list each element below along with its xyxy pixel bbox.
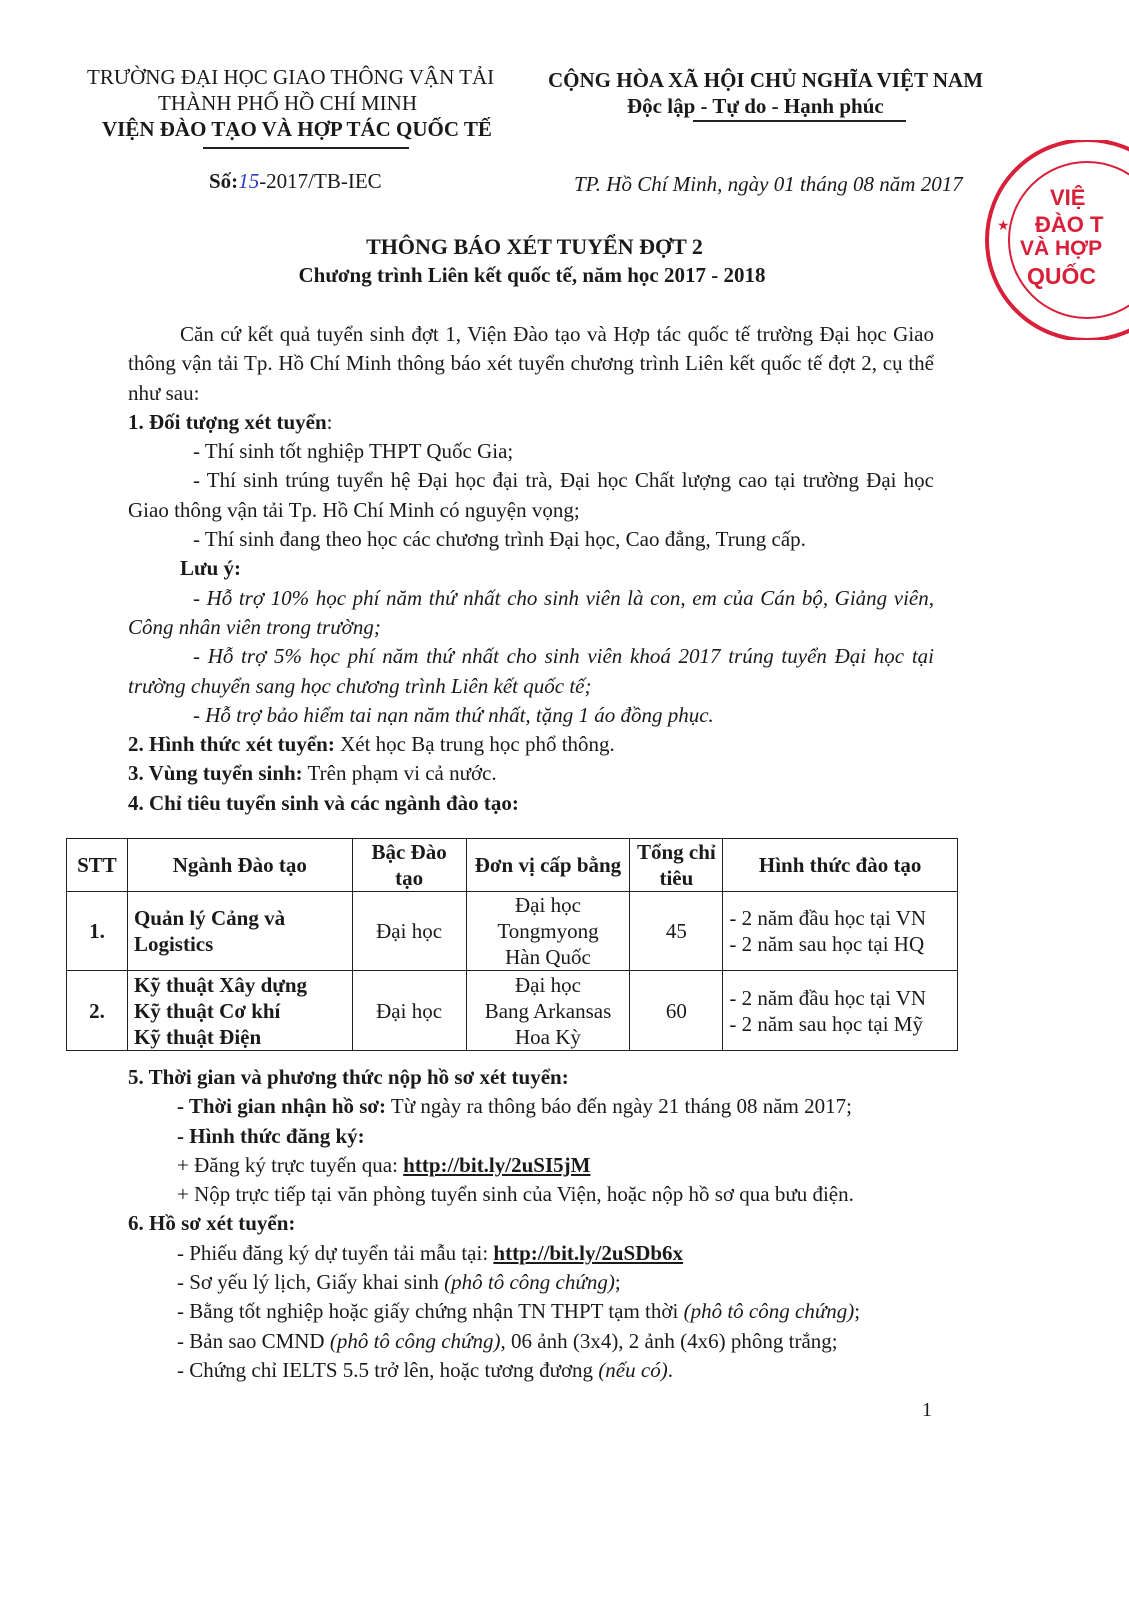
form-line: - 2 năm đầu học tại VN [729,985,927,1010]
cell-stt: 2. [67,971,128,1051]
registration-label: - Hình thức đăng ký: [177,1123,365,1148]
column-header: Ngành Đào tạo [127,839,352,892]
issuer-line: Đại học [515,972,581,997]
svg-text:VIỆ: VIỆ [1050,185,1086,210]
list-item: - Sơ yếu lý lịch, Giấy khai sinh (phô tô công chứng); [177,1270,621,1295]
cell-issuer [466,892,630,971]
note-item: - Hỗ trợ 5% học phí năm thứ nhất cho sinh viên khoá 2017 trúng tuyển Đại học tại trường chuyển sang học chương trình Liên kết quốc tế; [128,644,934,698]
handwritten-number: 15 [238,169,260,193]
cell-major [127,892,352,971]
cell-form [723,892,958,971]
issuer-line: Đại học [515,893,581,917]
form-line: - 2 năm sau học tại Mỹ [729,1011,923,1036]
svg-text:VÀ HỢP: VÀ HỢP [1020,237,1103,260]
table-row [67,971,958,1051]
major-line: Logistics [133,932,214,956]
institution-city: THÀNH PHỐ HỒ CHÍ MINH [158,91,417,115]
heading-text: 2. Hình thức xét tuyển: [128,732,335,757]
programs-table [66,838,958,1051]
major-line: Kỹ thuật Xây dựng [133,972,308,997]
registration-link[interactable]: http://bit.ly/2uSI5jM [403,1152,591,1177]
label: + Đăng ký trực tuyến qua: [177,1152,404,1177]
number-suffix: -2017/TB-IEC [259,169,382,193]
column-header: Hình thức đào tạo [723,839,958,892]
receive-time [128,1092,934,1121]
cell-stt: 1. [67,892,128,971]
page-number: 1 [922,1399,932,1421]
institute-name: VIỆN ĐÀO TẠO VÀ HỢP TÁC QUỐC TẾ [102,117,492,141]
section-6-heading: 6. Hồ sơ xét tuyển: [128,1211,296,1236]
heading-text: 1. Đối tượng xét tuyển [128,409,327,434]
cell-major [127,971,352,1051]
document-body-continued [128,1063,934,1385]
page-title: THÔNG BÁO XÉT TUYỂN ĐỢT 2 [366,234,703,259]
section-text: Trên phạm vi cả nước. [302,761,497,786]
section-3 [128,759,934,788]
issuer-line: Hàn Quốc [505,945,591,969]
cell-level: Đại học [352,971,466,1051]
divider [203,147,409,149]
list-item: - Thí sinh đang theo học các chương trình Đại học, Cao đẳng, Trung cấp. [193,527,806,552]
label: - Phiếu đăng ký dự tuyển tải mẫu tại: [177,1240,494,1265]
list-item: - Bản sao CMND (phô tô công chứng), 06 ảnh (3x4), 2 ảnh (4x6) phông trắng; [177,1328,838,1353]
cell-quota: 45 [630,892,723,971]
form-link[interactable]: http://bit.ly/2uSDb6x [493,1240,684,1265]
issuer-line: Bang Arkansas [484,998,612,1023]
heading-text: 3. Vùng tuyển sinh: [128,761,303,786]
note-item: - Hỗ trợ bảo hiểm tai nạn năm thứ nhất, tặng 1 áo đồng phục. [193,702,714,727]
intro-paragraph: Căn cứ kết quả tuyển sinh đợt 1, Viện Đào tạo và Hợp tác quốc tế trường Đại học Giao thông vận tải Tp. Hồ Chí Minh thông báo xét tuyển chương trình Liên kết quốc tế đợt 2, cụ thể như sau: [128,322,934,405]
document-number [209,168,382,194]
svg-text:★: ★ [997,219,1010,234]
label: - Thời gian nhận hồ sơ: [177,1094,387,1119]
institution-name: TRƯỜNG ĐẠI HỌC GIAO THÔNG VẬN TẢI [87,65,495,89]
list-item: - Thí sinh trúng tuyển hệ Đại học đại trà, Đại học Chất lượng cao tại trường Đại học Giao thông vận tải Tp. Hồ Chí Minh có nguyện vọng; [128,468,934,522]
number-label: Số: [209,169,239,193]
major-line: Quản lý Cảng và [133,906,286,930]
value: Từ ngày ra thông báo đến ngày 21 tháng 08 năm 2017; [386,1094,852,1119]
major-line: Kỹ thuật Cơ khí [133,998,281,1023]
issuer-line: Tongmyong [497,919,599,943]
national-title: CỘNG HÒA XÃ HỘI CHỦ NGHĨA VIỆT NAM [548,68,984,92]
online-registration [128,1151,934,1180]
column-header: Đơn vị cấp bằng [466,839,630,892]
document-date: TP. Hồ Chí Minh, ngày 01 tháng 08 năm 2017 [574,172,963,196]
section-4-heading: 4. Chỉ tiêu tuyển sinh và các ngành đào tạo: [128,790,519,815]
list-item: - Thí sinh tốt nghiệp THPT Quốc Gia; [193,439,514,464]
section-text: Xét học Bạ trung học phổ thông. [334,732,615,757]
table-header-row [67,839,958,892]
table-row [67,892,958,971]
divider [693,120,906,122]
section-5-heading: 5. Thời gian và phương thức nộp hồ sơ xét tuyển: [128,1065,569,1089]
section-1-heading: 1. Đối tượng xét tuyển: [128,409,333,434]
national-motto: Độc lập - Tự do - Hạnh phúc [627,94,884,118]
column-header: Bậc Đào tạo [352,839,466,892]
document-body [128,320,934,818]
cell-quota: 60 [630,971,723,1051]
svg-text:QUỐC: QUỐC [1027,263,1096,289]
cell-level: Đại học [352,892,466,971]
column-header: STT [67,839,128,892]
form-line: - 2 năm đầu học tại VN [729,906,927,930]
cell-issuer [466,971,630,1051]
column-header: Tổng chỉ tiêu [630,839,723,892]
form-line: - 2 năm sau học tại HQ [729,932,925,956]
list-item: - Bằng tốt nghiệp hoặc giấy chứng nhận TN THPT tạm thời (phô tô công chứng); [177,1299,861,1324]
issuer-line: Hoa Kỳ [515,1024,581,1049]
form-download [128,1239,934,1268]
list-item: - Chứng chỉ IELTS 5.5 trở lên, hoặc tương đương (nếu có). [177,1357,673,1382]
major-line: Kỹ thuật Điện [133,1024,262,1049]
cell-form [723,971,958,1051]
direct-submission: + Nộp trực tiếp tại văn phòng tuyển sinh của Viện, hoặc nộp hồ sơ qua bưu điện. [177,1182,854,1207]
section-2 [128,730,934,759]
note-item: - Hỗ trợ 10% học phí năm thứ nhất cho sinh viên là con, em của Cán bộ, Giảng viên, Công nhân viên trong trường; [128,585,934,639]
svg-text:ĐÀO T: ĐÀO T [1035,212,1104,237]
note-label: Lưu ý: [180,556,242,581]
page-subtitle: Chương trình Liên kết quốc tế, năm học 2017 - 2018 [298,263,766,287]
